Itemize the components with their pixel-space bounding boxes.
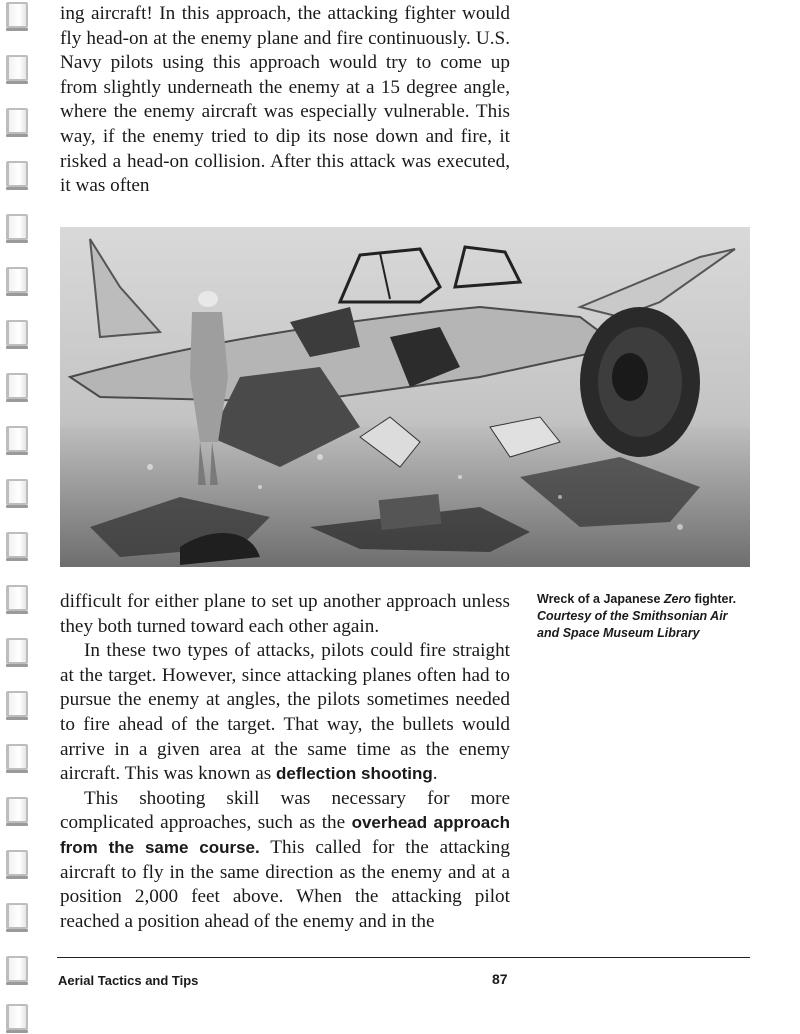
body-paragraph [60,787,510,935]
body-text-bottom [60,590,510,934]
body-text: This shooting skill was necessary for more complicated approaches, such as the [60,787,510,834]
body-paragraph: difficult for either plane to set up another approach unless they both turned toward each other again. [60,591,510,637]
body-paragraph-top: ing aircraft! In this approach, the attacking fighter would fly head-on at the enemy plane and fire continuously. U.S. Navy pilots using this approach would try to come up from slightly underneath the enemy at a 15 degree angle, where the enemy aircraft was especially vulnerable. This way, if the enemy tried to dip its nose down and fire, it risked a head-on collision. After this attack was executed, it was often [60,3,510,197]
binding-ring [6,426,28,452]
binding-ring [6,1004,28,1030]
binding-ring [6,691,28,717]
body-text: This called for the attacking aircraft to fly in the same direction as the enemy and at a position 2,000 feet above. When the attacking pilot reached a position ahead of the enemy and in the [60,836,510,932]
binding-ring [6,744,28,770]
binding-ring [6,479,28,505]
binding-ring [6,2,28,28]
binding-ring [6,956,28,982]
footer-title: Aerial Tactics and Tips [58,973,199,988]
binding-ring [6,850,28,876]
body-paragraph [60,639,510,787]
binding-ring [6,903,28,929]
binding-ring [6,638,28,664]
binding-ring [6,55,28,81]
binding-ring [6,320,28,346]
key-term: deflection shooting [275,764,433,784]
page-number: 87 [492,971,508,987]
figure-caption [537,591,737,642]
caption-text: fighter. [691,592,737,606]
binding-ring [6,267,28,293]
binding-ring [6,108,28,134]
binding-ring [6,373,28,399]
body-text: In these two types of attacks, pilots could fire straight at the target. However, since attacking planes often had to pursue the enemy at angles, the pilots sometimes needed to fire ahead of the target. That way, the bullets would arrive in a given area at the same time as the enemy aircraft. This was known as [60,640,510,785]
caption-credit: Courtesy of the Smithsonian Air and Space Museum Library [537,609,728,640]
binding-ring [6,161,28,187]
key-term: overhead approach from the same course. [60,813,511,857]
footer-rule [57,957,750,958]
binding-ring [6,585,28,611]
binding-ring [6,532,28,558]
binding-ring [6,214,28,240]
wreck-photo [60,227,750,567]
spiral-binding [0,0,34,1034]
caption-text: Wreck of a Japanese [537,592,664,606]
body-text: . [432,763,438,785]
binding-ring [6,797,28,823]
caption-text: Zero [663,592,692,606]
